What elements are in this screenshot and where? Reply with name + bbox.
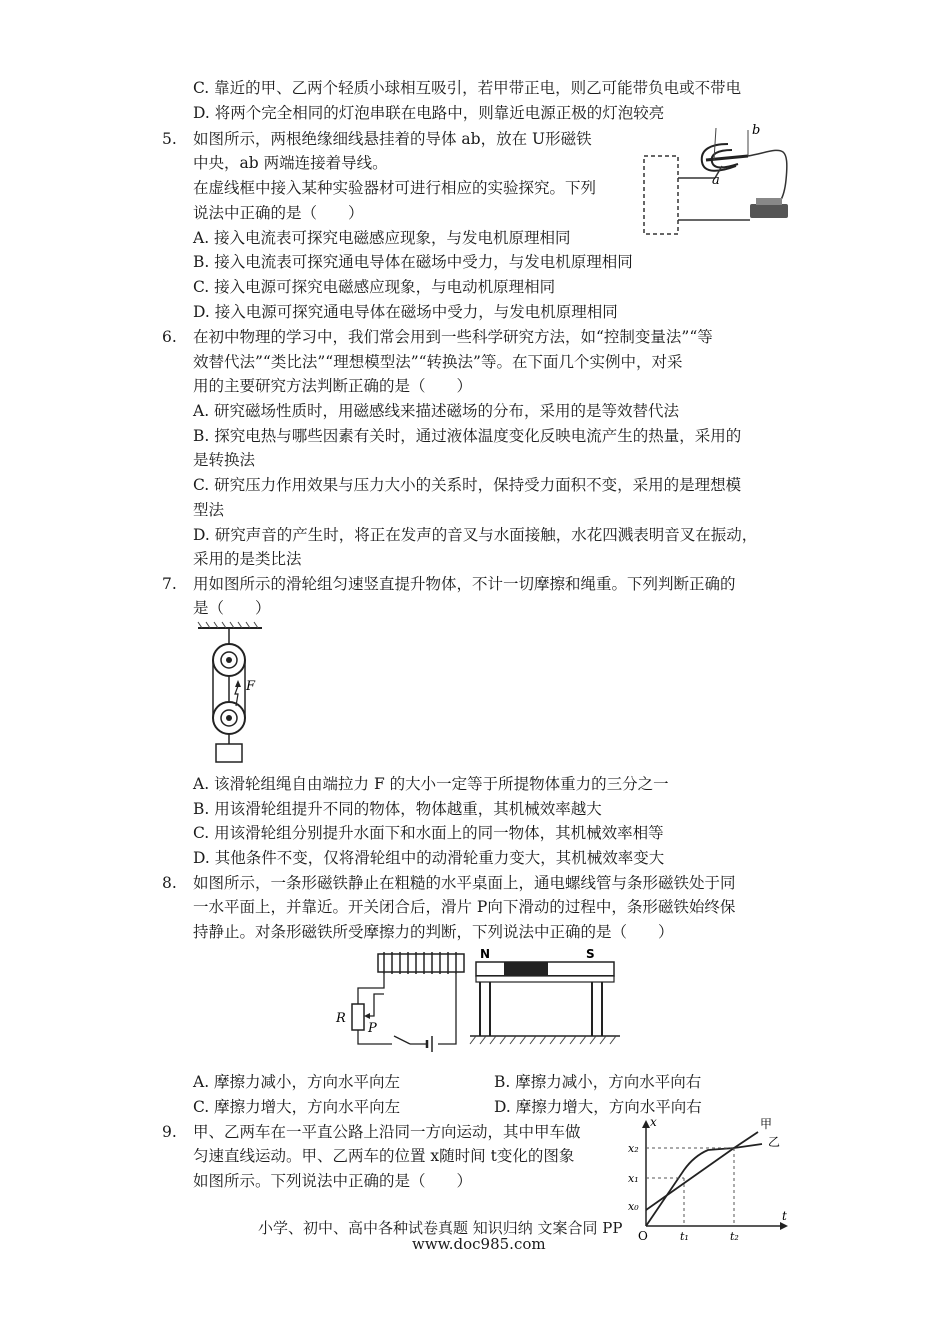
q9-number: 9. — [162, 1123, 177, 1141]
label-t: t — [782, 1209, 787, 1223]
label-o: O — [638, 1229, 648, 1243]
q8-option-a: A. 摩擦力减小，方向水平向左 — [193, 1073, 401, 1091]
q4-option-c: C. 靠近的甲、乙两个轻质小球相互吸引，若甲带正电，则乙可能带负电或不带电 — [193, 79, 742, 97]
q7-stem-2: 是（ ） — [193, 599, 271, 617]
q6-option-c-cont: 型法 — [193, 501, 225, 519]
q5-stem-4: 说法中正确的是（ ） — [193, 204, 364, 222]
q6-stem-2: 效替代法”“类比法”“理想模型法”“转换法”等。在下面几个实例中，对采 — [193, 353, 683, 371]
q6-option-d-cont: 采用的是类比法 — [193, 550, 302, 568]
q6-option-d: D. 研究声音的产生时，将正在发声的音叉与水面接触，水花四溅表明音叉在振动， — [193, 526, 758, 544]
label-x1: x₁ — [628, 1172, 639, 1185]
label-f: F — [246, 679, 256, 694]
switch-device — [750, 204, 788, 218]
q9-stem-1: 甲、乙两车在一平直公路上沿同一方向运动，其中甲车做 — [193, 1123, 581, 1141]
q6-option-a: A. 研究磁场性质时，用磁感线来描述磁场的分布，采用的是等效替代法 — [193, 402, 680, 420]
q5-number: 5. — [162, 130, 177, 148]
label-x2: x₂ — [628, 1142, 639, 1155]
footer-line-1: 小学、初中、高中各种试卷真题 知识归纳 文案合同 PP — [258, 1219, 623, 1237]
q9-stem-2: 匀速直线运动。甲、乙两车的位置 x随时间 t变化的图象 — [193, 1147, 575, 1165]
q8-stem-3: 持静止。对条形磁铁所受摩擦力的判断，下列说法中正确的是（ ） — [193, 923, 674, 941]
label-x0: x₀ — [628, 1200, 639, 1213]
q8-stem-2: 一水平面上，并靠近。开关闭合后，滑片 P向下滑动的过程中，条形磁铁始终保 — [193, 898, 736, 916]
q5-option-b: B. 接入电流表可探究通电导体在磁场中受力，与发电机原理相同 — [193, 253, 633, 271]
q7-option-a: A. 该滑轮组绳自由端拉力 F 的大小一定等于所提物体重力的三分之一 — [193, 775, 669, 793]
solenoid — [378, 954, 464, 972]
q6-stem-1: 在初中物理的学习中，我们常会用到一些科学研究方法，如“控制变量法”“等 — [193, 328, 713, 346]
q5-stem-2: 中央，ab 两端连接着导线。 — [193, 154, 388, 172]
q7-option-c: C. 用该滑轮组分别提升水面下和水面上的同一物体，其机械效率相等 — [193, 824, 664, 842]
load-block — [216, 744, 242, 762]
line-yi — [646, 1144, 762, 1226]
q5-option-c: C. 接入电源可探究电磁感应现象，与电动机原理相同 — [193, 278, 556, 296]
label-p: P — [368, 1021, 377, 1036]
q8-option-b: B. 摩擦力减小，方向水平向右 — [494, 1073, 702, 1091]
label-yi: 乙 — [768, 1135, 781, 1149]
q8-option-d: D. 摩擦力增大，方向水平向右 — [494, 1098, 702, 1116]
q5-magnet-figure — [640, 120, 800, 240]
q6-number: 6. — [162, 328, 177, 346]
q8-number: 8. — [162, 874, 177, 892]
q6-stem-3: 用的主要研究方法判断正确的是（ ） — [193, 377, 473, 395]
line-jia — [646, 1148, 734, 1210]
q5-stem-3: 在虚线框中接入某种实验器材可进行相应的实验探究。下列 — [193, 179, 597, 197]
q6-option-b-cont: 是转换法 — [193, 451, 256, 469]
dashed-box — [644, 156, 678, 234]
rheostat — [352, 1004, 364, 1030]
q7-option-b: B. 用该滑轮组提升不同的物体，物体越重，其机械效率越大 — [193, 800, 602, 818]
q6-option-c: C. 研究压力作用效果与压力大小的关系时，保持受力面积不变，采用的是理想模 — [193, 476, 742, 494]
switch — [394, 1036, 410, 1044]
label-b: b — [752, 123, 761, 138]
q8-option-c: C. 摩擦力增大，方向水平向左 — [193, 1098, 401, 1116]
q8-circuit-figure — [330, 944, 630, 1056]
label-t1: t₁ — [680, 1230, 689, 1243]
label-t2: t₂ — [730, 1230, 739, 1243]
label-r: R — [336, 1011, 346, 1026]
q9-xt-graph — [622, 1112, 792, 1244]
q7-pulley-figure — [196, 620, 266, 770]
label-a: a — [712, 173, 720, 188]
q5-stem-1: 如图所示，两根绝缘细线悬挂着的导体 ab，放在 U形磁铁 — [193, 130, 592, 148]
q7-number: 7. — [162, 575, 177, 593]
label-jia: 甲 — [760, 1117, 773, 1131]
q5-option-a: A. 接入电流表可探究电磁感应现象，与发电机原理相同 — [193, 229, 571, 247]
footer-url[interactable]: www.doc985.com — [412, 1235, 546, 1253]
label-s: S — [586, 947, 595, 961]
q9-stem-3: 如图所示。下列说法中正确的是（ ） — [193, 1172, 473, 1190]
q6-option-b: B. 探究电热与哪些因素有关时，通过液体温度变化反映电流产生的热量，采用的 — [193, 427, 742, 445]
q8-stem-1: 如图所示，一条形磁铁静止在粗糙的水平桌面上，通电螺线管与条形磁铁处于同 — [193, 874, 736, 892]
q5-option-d: D. 接入电源可探究通电导体在磁场中受力，与发电机原理相同 — [193, 303, 618, 321]
q7-stem-1: 用如图所示的滑轮组匀速竖直提升物体，不计一切摩擦和绳重。下列判断正确的 — [193, 575, 736, 593]
label-n: N — [480, 947, 491, 961]
label-x: x — [650, 1115, 657, 1129]
q7-option-d: D. 其他条件不变，仅将滑轮组中的动滑轮重力变大，其机械效率变大 — [193, 849, 665, 867]
q4-option-d: D. 将两个完全相同的灯泡串联在电路中，则靠近电源正极的灯泡较亮 — [193, 104, 665, 122]
